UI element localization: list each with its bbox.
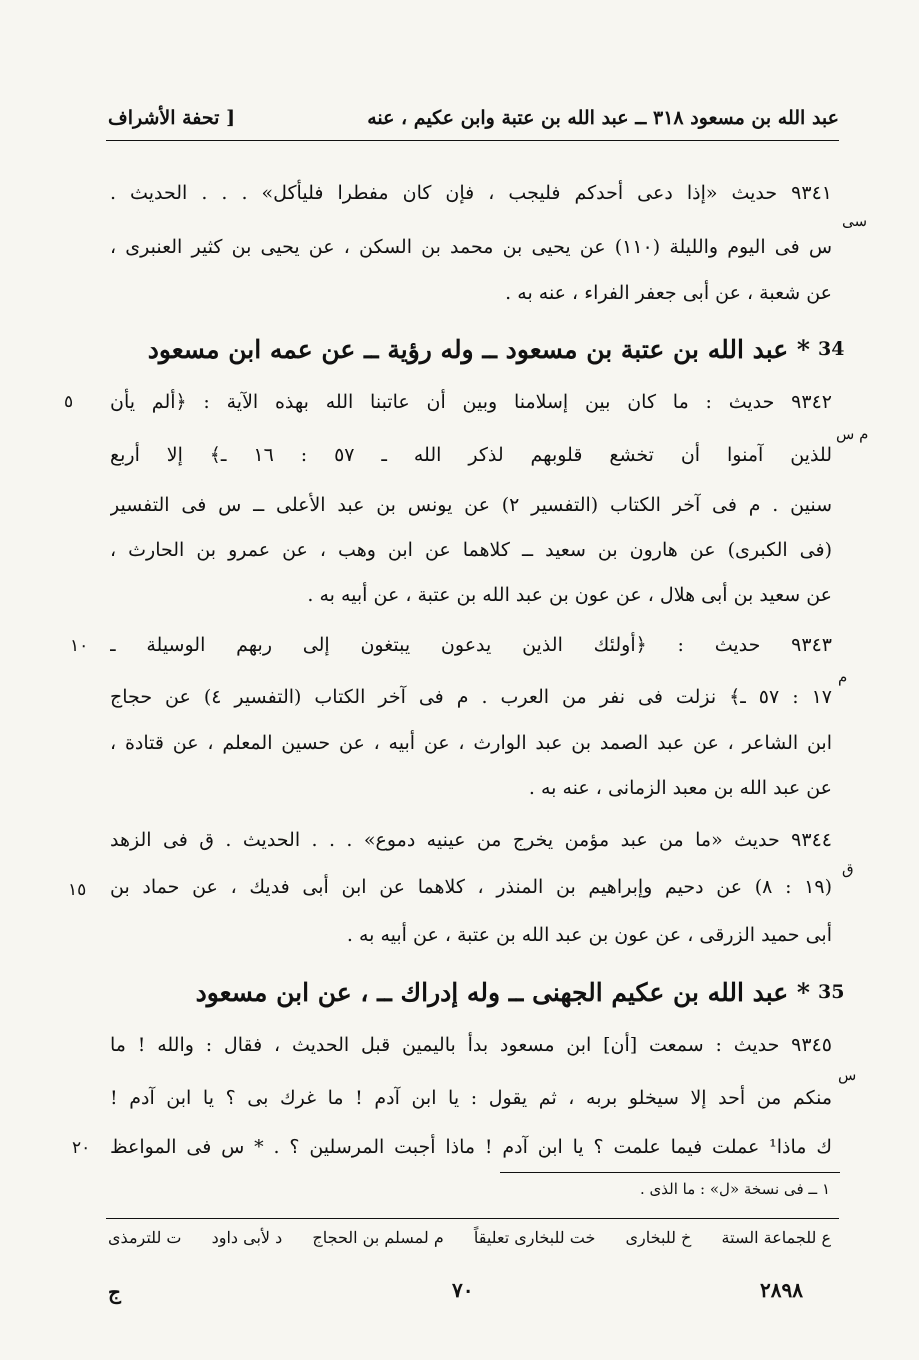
footnote: ١ ــ فى نسخة «ل» : ما الذى . [640,1180,830,1198]
page-number: ٧٠ [452,1278,474,1302]
legend-item-kha: خ للبخارى [625,1228,692,1247]
volume-number: ٢٨٩٨ [760,1278,803,1302]
section-heading-35: * عبد الله بن عكيم الجهنى ــ وله إدراك ــ ، عن ابن مسعود [195,978,810,1007]
signature-letter: ج [108,1280,121,1304]
entry-9342-line-5: عن سعيد بن أبى هلال ، عن عون بن عبد الله بن عتبة ، عن أبيه به . [307,584,832,606]
legend-item-ta: ت للترمذى [108,1228,182,1247]
entry-9342-margin-siglum: م س [836,425,869,443]
entry-9345-line-2: منكم من أحد إلا سيخلو بربه ، ثم يقول : يا ابن آدم ! ما غرك بى ؟ يا ابن آدم ! [110,1087,832,1109]
entry-9345-line-1: ٩٣٤٥ حديث : سمعت [أن] ابن مسعود بدأ باليمين قبل الحديث ، فقال : والله ! ما [110,1034,832,1056]
legend-item-khat: خت للبخارى تعليقاً [473,1228,596,1247]
sigla-legend [108,1228,831,1258]
footnote-rule [500,1172,840,1173]
running-head [108,100,839,136]
entry-9345-line-3: ك ماذا¹ عملت فيما علمت ؟ يا ابن آدم ! ماذا أجبت المرسلين ؟ . * س فى المواعظ [110,1136,832,1158]
entry-9344-line-2: (١٩ : ٨) عن دحيم وإبراهيم بن المنذر ، كلاهما عن ابن أبى فديك ، عن حماد بن [110,876,832,898]
section-number-35: 35 [818,981,845,1003]
legend-item-mim: م لمسلم بن الحجاج [312,1228,444,1247]
entry-9343-line-1: ٩٣٤٣ حديث : ﴿أولئك الذين يدعون يبتغون إلى ربهم الوسيلة ـ [110,634,832,656]
entry-9345-margin-siglum: س [838,1066,857,1084]
entry-9342-line-1: ٩٣٤٢ حديث : ما كان بين إسلامنا وبين أن عاتبنا الله بهذه الآية : ﴿ألم يأن [110,391,832,413]
entry-9343-line-2: ١٧ : ٥٧ ـ﴾ نزلت فى نفر من العرب . م فى آخر الكتاب (التفسير ٤) عن حجاج [110,686,832,708]
legend-item-ayn: ع للجماعة الستة [721,1228,831,1247]
line-number-5: ٥ [64,392,74,412]
entry-9342-line-4: (فى الكبرى) عن هارون بن سعيد ــ كلاهما عن ابن وهب ، عن عمرو بن الحارث ، [110,539,832,561]
line-number-20: ٢٠ [72,1138,91,1158]
entry-9343-margin-siglum: م [838,668,848,686]
entry-9344-margin-siglum: ق [842,860,854,878]
section-number-34: 34 [818,338,845,360]
entry-9343-line-3: ابن الشاعر ، عن عبد الصمد بن عبد الوارث ، عن أبيه ، عن حسين المعلم ، عن قتادة ، [110,732,832,754]
line-number-15: ١٥ [68,880,87,900]
entry-9342-line-2: للذين آمنوا أن تخشع قلوبهم لذكر الله ـ ٥٧ : ١٦ ـ﴾ إلا أربع [110,444,832,466]
line-number-10: ١٠ [70,636,89,656]
entry-9344-line-3: أبى حميد الزرقى ، عن عون بن عبد الله بن عتبة ، عن أبيه به . [346,924,832,946]
entry-9342-line-3: سنين . م فى آخر الكتاب (التفسير ٢) عن يونس بن عبد الأعلى ــ س فى التفسير [110,494,832,516]
header-rule [106,140,839,141]
entry-9341-line-3: عن شعبة ، عن أبى جعفر الفراء ، عنه به . [505,282,832,304]
running-head-book: [ تحفة الأشراف [108,107,236,129]
section-heading-34: * عبد الله بن عتبة بن مسعود ــ وله رؤية ــ عن عمه ابن مسعود [147,335,810,364]
entry-9343-line-4: عن عبد الله بن معبد الزمانى ، عنه به . [528,777,832,799]
legend-item-dal: د لأبى داود [211,1228,283,1247]
legend-rule [106,1218,839,1219]
entry-9344-line-1: ٩٣٤٤ حديث «ما من عبد مؤمن يخرج من عينيه دموع» . . . الحديث . ق فى الزهد [110,829,832,851]
running-head-title: عبد الله بن مسعود ٣١٨ ــ عبد الله بن عتبة وابن عكيم ، عنه [367,107,839,129]
entry-9341-line-1: ٩٣٤١ حديث «إذا دعى أحدكم فليجب ، فإن كان مفطرا فليأكل» . . . الحديث . [110,182,832,204]
entry-9341-margin-siglum: سى [842,212,868,230]
entry-9341-line-2: س فى اليوم والليلة (١١٠) عن يحيى بن محمد بن السكن ، عن يحيى بن كثير العنبرى ، [110,236,832,258]
